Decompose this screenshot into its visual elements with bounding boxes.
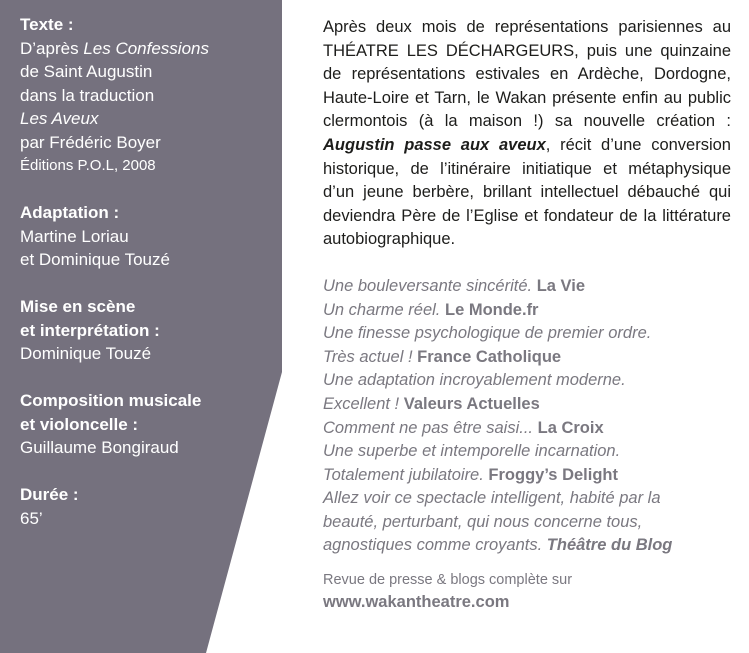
press-quote-source: La Croix [537,418,604,437]
credits-texte-line: dans la traduction [20,85,155,105]
show-title: Augustin passe aux aveux [323,135,546,154]
credits-texte-line [20,37,270,61]
press-quote-text: Une bouleversante sincérité. [323,276,533,295]
credits-adaptation [20,201,270,272]
press-quote-text: Une adaptation incroyablement moderne. [323,371,626,390]
press-quote [323,346,731,370]
press-quote [323,299,731,323]
credits-duree-title: Durée : [20,485,79,504]
press-quote [323,464,731,488]
press-quote [323,487,731,511]
credits-mise-en-scene-line: Dominique Touzé [20,344,152,363]
credits-texte-title: Texte : [20,15,74,34]
credits-adaptation-title: Adaptation : [20,203,120,222]
credits-texte-prefix: D’après [20,38,84,58]
press-quote-source: Valeurs Actuelles [403,394,540,413]
press-quote-text: Excellent ! [323,394,400,413]
press-quote-text: Comment ne pas être saisi... [323,418,534,437]
credits-mise-en-scene-title: Mise en scène [20,297,136,316]
main-content [323,16,731,614]
credits-adaptation-line: Martine Loriau [20,226,129,246]
credits-composition-title: Composition musicale [20,391,202,410]
press-quote-text: Un charme réel. [323,300,441,319]
credits-adaptation-line: et Dominique Touzé [20,250,170,269]
intro-text-continued: , récit d’une conversion historique, de l’itinéraire initiatique et métaphysique d’un jeune berbère, brillant intellectuel débauché qui deviendra Père de l’Eglise et fondateur de la littérature autobiographique. [323,135,731,249]
press-quote-text: Très actuel ! [323,347,413,366]
credits-composition-line: Guillaume Bongiraud [20,438,179,457]
press-quote-source: France Catholique [417,347,562,366]
press-quote [323,511,731,535]
press-quote-text: Une finesse psychologique de premier ordre. [323,324,652,343]
press-quote [323,534,731,558]
press-quote [323,440,731,464]
press-quote-text: beauté, perturbant, qui nous concerne tous, [323,512,643,531]
credits-texte [20,13,270,178]
press-footer-label: Revue de presse & blogs complète sur [323,572,573,589]
press-quote-text: Allez voir ce spectacle intelligent, habité par la [323,489,661,508]
intro-paragraph [323,16,731,252]
credits-texte-work: Les Confessions [83,38,209,58]
press-quote-text: Une superbe et intemporelle incarnation. [323,442,621,461]
press-quote [323,393,731,417]
press-quote [323,275,731,299]
credits-texte-line: de Saint Augustin [20,62,153,81]
credits-mise-en-scene-title: et interprétation : [20,320,160,340]
credits-composition-title: et violoncelle : [20,414,139,434]
press-quote [323,322,731,346]
intro-text: Après deux mois de représentations parisiennes au THÉATRE LES DÉCHARGEURS, puis une quinzaine de représentations estivales en Ardèche, Dordogne, Haute-Loire et Tarn, le Wakan présente enfin au public clermontois (à la maison !) sa nouvelle création : [323,18,731,131]
credits-mise-en-scene [20,295,270,366]
credits-sidebar [20,13,270,554]
credits-texte-line: par Frédéric Boyer [20,132,161,152]
credits-composition [20,389,270,460]
press-quote-text: Totalement jubilatoire. [323,465,484,484]
press-footer [323,571,731,614]
press-quote-text: agnostiques comme croyants. [323,536,543,555]
credits-duree-value: 65’ [20,508,43,528]
press-quote-source: La Vie [536,276,586,295]
credits-duree [20,483,270,530]
press-quote [323,369,731,393]
press-quotes [323,275,731,558]
website-link[interactable]: www.wakantheatre.com [323,593,510,612]
press-quote-source: Froggy’s Delight [488,465,618,484]
press-quote-source: Théâtre du Blog [546,536,673,555]
press-quote [323,417,731,441]
credits-texte-publisher: Éditions P.O.L, 2008 [20,157,156,174]
credits-texte-translation-title: Les Aveux [20,109,99,128]
press-quote-source: Le Monde.fr [444,300,539,319]
